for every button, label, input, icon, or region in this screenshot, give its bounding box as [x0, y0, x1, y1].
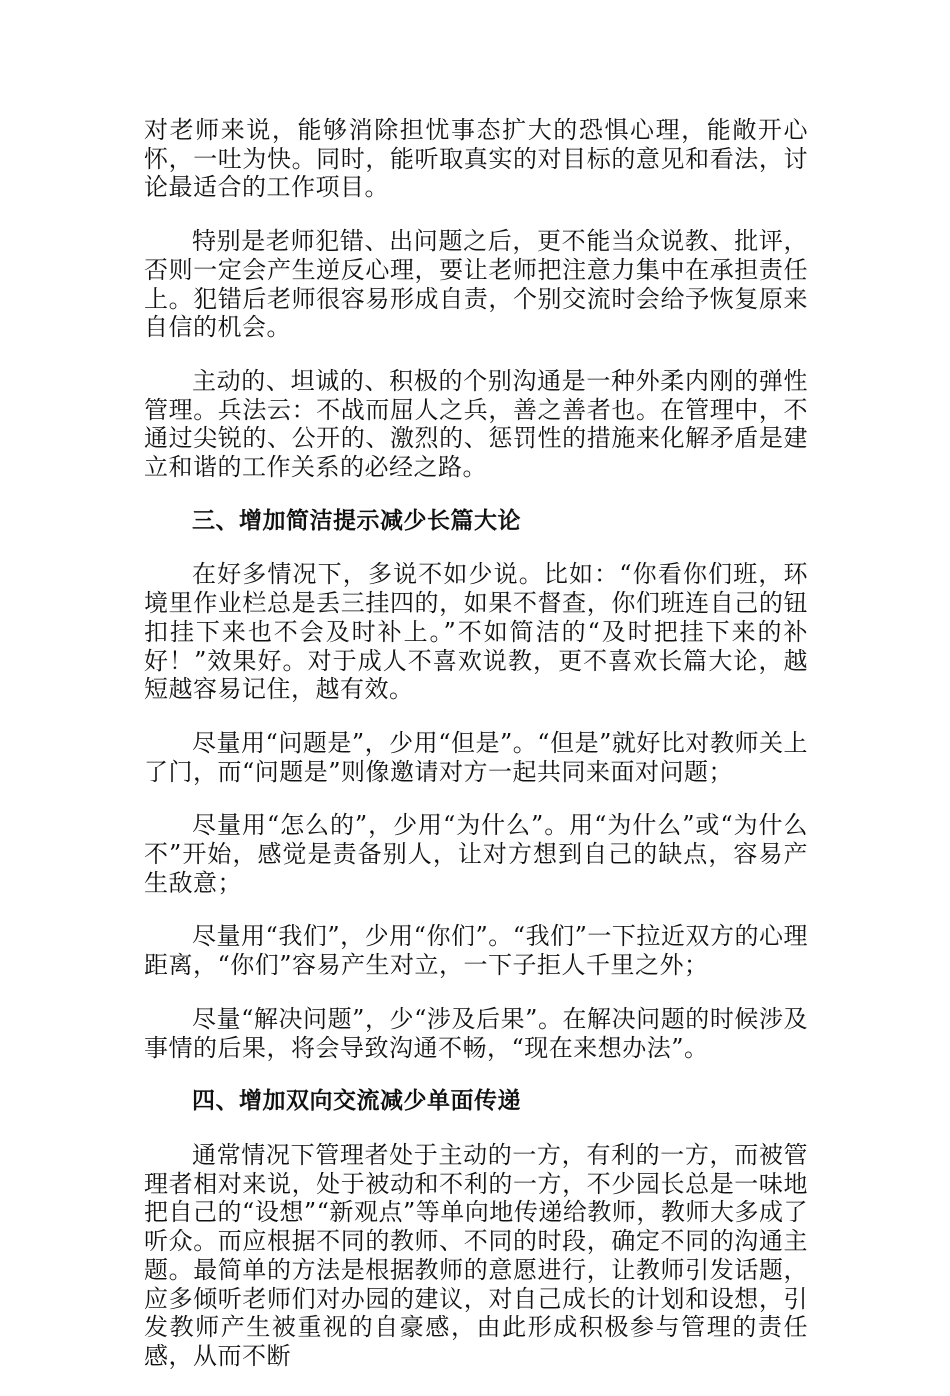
paragraph: 主动的、坦诚的、积极的个别沟通是一种外柔内刚的弹性管理。兵法云：不战而屈人之兵，善之善者也。在管理中，不通过尖锐的、公开的、激烈的、惩罚性的措施来化解矛盾是建立和谐的工作关系的必经之路。 [144, 366, 808, 482]
paragraph: 尽量“解决问题”，少“涉及后果”。在解决问题的时候涉及事情的后果，将会导致沟通不畅，“现在来想办法”。 [144, 1004, 808, 1062]
paragraph: 尽量用“问题是”，少用“但是”。“但是”就好比对教师关上了门，而“问题是”则像邀请对方一起共同来面对问题； [144, 728, 808, 786]
paragraph: 尽量用“怎么的”，少用“为什么”。用“为什么”或“为什么不”开始，感觉是责备别人，让对方想到自己的缺点，容易产生敌意； [144, 811, 808, 897]
section-heading: 三、增加简洁提示减少长篇大论 [192, 507, 521, 534]
paragraph: 在好多情况下，多说不如少说。比如：“你看你们班，环境里作业栏总是丢三挂四的，如果不督查，你们班连自己的钮扣挂下来也不会及时补上。”不如简洁的“及时把挂下来的补好！”效果好。对于成人不喜欢说教，更不喜欢长篇大论，越短越容易记住，越有效。 [144, 560, 808, 704]
paragraph: 尽量用“我们”，少用“你们”。“我们”一下拉近双方的心理距离，“你们”容易产生对立，一下子拒人千里之外； [144, 922, 808, 980]
section-heading: 四、增加双向交流减少单面传递 [192, 1088, 521, 1115]
document-page [144, 116, 808, 1396]
paragraph: 对老师来说，能够消除担忧事态扩大的恐惧心理，能敞开心怀，一吐为快。同时，能听取真实的对目标的意见和看法，讨论最适合的工作项目。 [144, 116, 808, 202]
paragraph: 特别是老师犯错、出问题之后，更不能当众说教、批评，否则一定会产生逆反心理，要让老师把注意力集中在承担责任上。犯错后老师很容易形成自责，个别交流时会给予恢复原来自信的机会。 [144, 227, 808, 342]
paragraph: 通常情况下管理者处于主动的一方，有利的一方，而被管理者相对来说，处于被动和不利的一方，不少园长总是一味地把自己的“设想”“新观点”等单向地传递给教师，教师大多成了听众。而应根据不同的教师、不同的时段，确定不同的沟通主题。最简单的方法是根据教师的意愿进行，让教师引发话题，应多倾听老师们对办园的建议，对自己成长的计划和设想，引发教师产生被重视的自豪感，由此形成积极参与管理的责任感，从而不断 [144, 1140, 808, 1370]
